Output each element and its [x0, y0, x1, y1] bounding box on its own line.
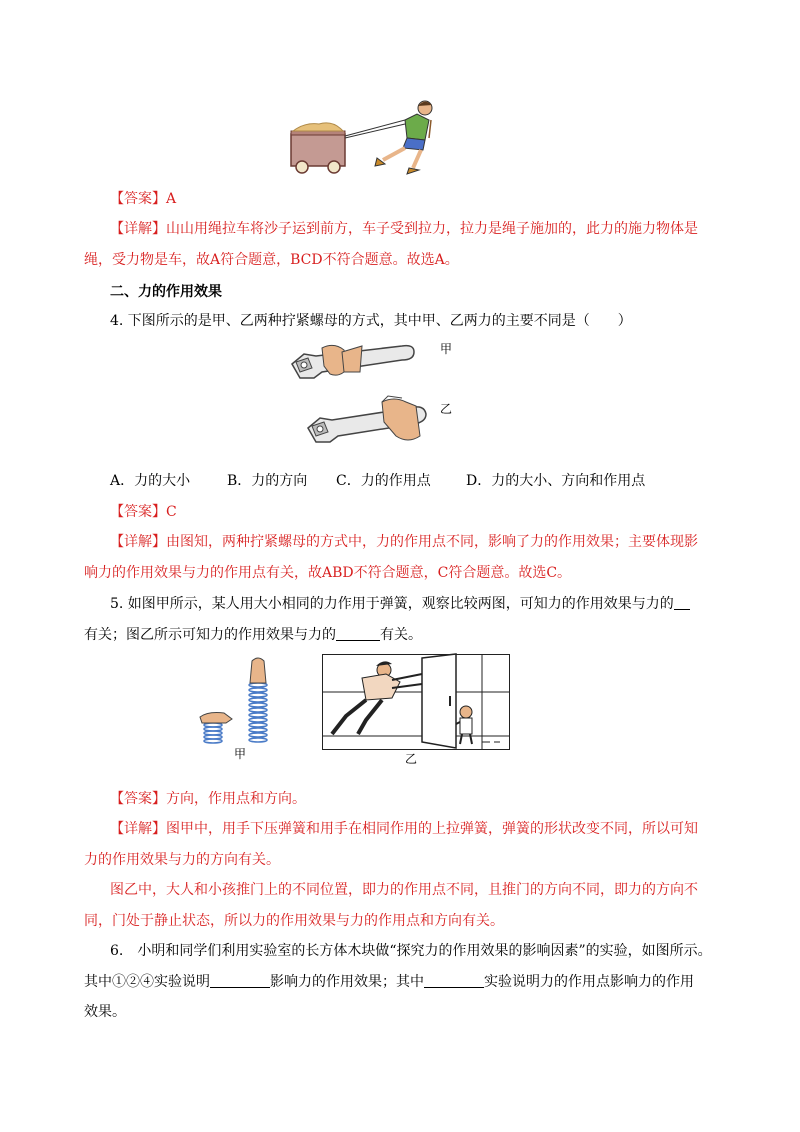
q3-detail-line2: 绳，受力物是车，故A符合题意，BCD不符合题意。故选A。: [84, 252, 459, 268]
q5-stem-text1: 5. 如图甲所示，某人用大小相同的力作用于弹簧，观察比较两图，可知力的作用效果与力的: [110, 596, 674, 612]
q6-stem-line1: 6. 小明和同学们利用实验室的长方体木块做“探究力的作用效果的影响因素”的实验，如图所示。: [110, 943, 712, 959]
answer-tag: 【答案】: [110, 504, 166, 520]
fill-blank-4[interactable]: [424, 973, 484, 988]
answer-tag: 【答案】: [110, 791, 166, 807]
detail-tag: 【详解】: [110, 534, 166, 550]
detail-text: 山山用绳拉车将沙子运到前方，车子受到拉力，拉力是绳子施加的，此力的施力物体是: [166, 221, 698, 237]
q4-option-c: C．力的作用点: [336, 473, 431, 489]
q6-stem-text2a: 其中①②④实验说明: [84, 974, 210, 990]
q6-stem-text2c: 实验说明力的作用点影响力的作用: [484, 974, 694, 990]
q4-option-b: B．力的方向: [227, 473, 308, 489]
q4-option-a: A．力的大小: [110, 473, 191, 489]
q5-answer: [110, 789, 306, 809]
fill-blank-2[interactable]: [336, 626, 380, 641]
q3-detail-line1: [110, 219, 698, 239]
q5-stem-text2b: 有关。: [380, 627, 422, 643]
q6-stem-line3: 效果。: [84, 1004, 126, 1020]
wrench-yi-illustration: [298, 392, 438, 448]
q5-detail-line2: 力的作用效果与力的方向有关。: [84, 852, 280, 868]
q4-label-jia: 甲: [440, 342, 453, 356]
q4-option-d: D．力的大小、方向和作用点: [466, 473, 646, 489]
q5-detail-line4: 同，门处于静止状态，所以力的作用效果与力的作用点和方向有关。: [84, 913, 504, 929]
spring-jia-illustration: [198, 655, 278, 747]
answer-value: A: [166, 191, 177, 207]
q6-stem-line2: [84, 972, 694, 992]
q3-answer: [110, 189, 176, 209]
detail-tag: 【详解】: [110, 221, 166, 237]
q5-stem-line1: [110, 594, 690, 614]
q5-stem-line2: [84, 625, 422, 645]
q4-answer: [110, 502, 177, 522]
detail-text: 图甲中，用手下压弹簧和用手在相同作用的上拉弹簧，弹簧的形状改变不同，所以可知: [166, 821, 698, 837]
fill-blank-3[interactable]: [210, 973, 270, 988]
boy-pulling-cart-illustration: [285, 98, 445, 176]
q5-label-jia: 甲: [234, 747, 247, 761]
q5-label-yi: 乙: [405, 752, 418, 766]
detail-tag: 【详解】: [110, 821, 166, 837]
q4-detail-line1: [110, 532, 698, 552]
detail-text: 由图知，两种拧紧螺母的方式中，力的作用点不同，影响了力的作用效果；主要体现影: [166, 534, 698, 550]
fill-blank-1[interactable]: [674, 595, 690, 610]
q6-stem-text2b: 影响力的作用效果；其中: [270, 974, 424, 990]
q5-detail-line3: 图乙中，大人和小孩推门上的不同位置，即力的作用点不同，且推门的方向不同，即力的方向不: [110, 882, 698, 898]
answer-value: C: [166, 504, 177, 520]
wrench-jia-illustration: [282, 338, 422, 390]
q4-detail-line2: 响力的作用效果与力的作用点有关，故ABD不符合题意，C符合题意。故选C。: [84, 565, 572, 581]
q4-label-yi: 乙: [440, 402, 453, 416]
q5-detail-line1: [110, 819, 698, 839]
answer-value: 方向，作用点和方向。: [166, 791, 306, 807]
q4-stem: 4. 下图所示的是甲、乙两种拧紧螺母的方式，其中甲、乙两力的主要不同是（ ）: [110, 313, 632, 329]
q5-stem-text2a: 有关；图乙所示可知力的作用效果与力的: [84, 627, 336, 643]
door-push-yi-illustration: [322, 654, 510, 750]
section-title: 二、力的作用效果: [110, 284, 222, 300]
answer-tag: 【答案】: [110, 191, 166, 207]
